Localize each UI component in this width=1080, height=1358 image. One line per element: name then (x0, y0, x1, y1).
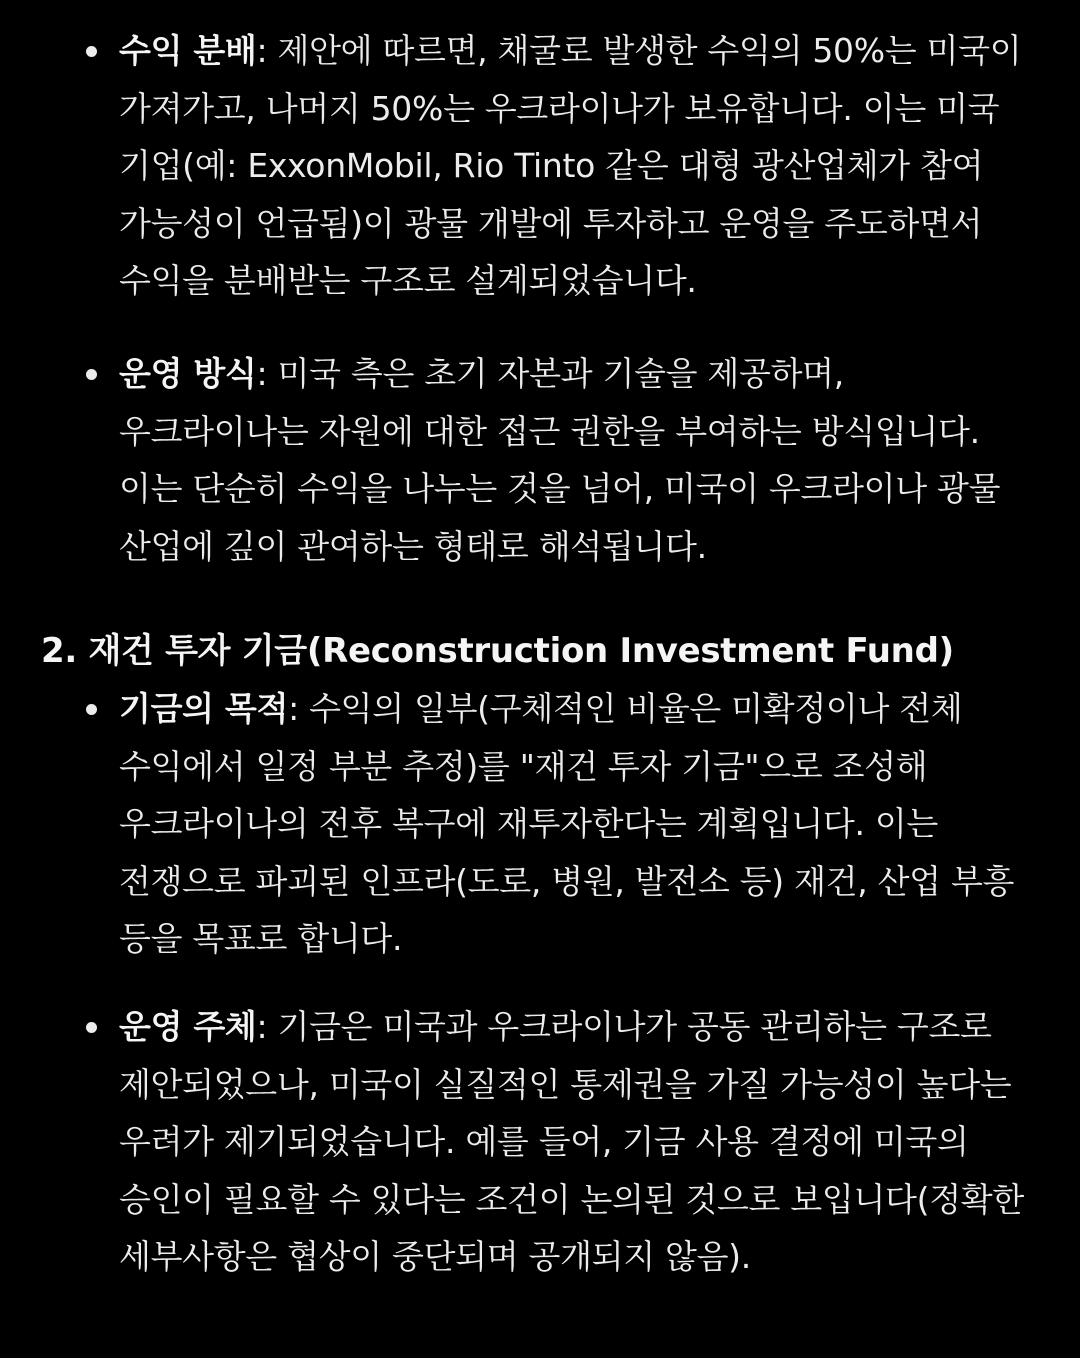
list-item-label: 운영 방식 (119, 354, 257, 393)
list-item-text (119, 345, 1039, 575)
list-item-label: 수익 분배 (119, 31, 257, 70)
list-item-body: : 기금은 미국과 우크라이나가 공동 관리하는 구조로 제안되었으나, 미국이 실질적인 통제권을 가질 가능성이 높다는 우려가 제기되었습니다. 예를 들어, 기금 사용 결정에 미국의 승인이 필요할 수 있다는 조건이 논의된 것으로 보입니다(정확한 세부사항은 협상이 중단되며 공개되지 않음). (119, 1007, 1024, 1276)
list-item-text (119, 998, 1039, 1286)
list-item-body: : 수익의 일부(구체적인 비율은 미확정이나 전체 수익에서 일정 부분 추정)를 "재건 투자 기금"으로 조성해 우크라이나의 전후 복구에 재투자한다는 계획입니다. 이는 전쟁으로 파괴된 인프라(도로, 병원, 발전소 등) 재건, 산업 부흥 등을 목표로 합니다. (119, 689, 1015, 958)
bullet-dot (86, 46, 97, 57)
list-item-body: : 미국 측은 초기 자본과 기술을 제공하며, 우크라이나는 자원에 대한 접근 권한을 부여하는 방식입니다. 이는 단순히 수익을 나누는 것을 넘어, 미국이 우크라이나 광물 산업에 깊이 관여하는 형태로 해석됩니다. (119, 354, 1001, 566)
bullet-dot (86, 704, 97, 715)
list-item-text (119, 680, 1039, 968)
list-item-label: 기금의 목적 (119, 689, 289, 728)
bullet-dot (86, 369, 97, 380)
list-item-text (119, 22, 1039, 310)
list-item-label: 운영 주체 (119, 1007, 257, 1046)
section-heading: 2. 재건 투자 기금(Reconstruction Investment Fund) (41, 631, 954, 671)
bullet-dot (86, 1022, 97, 1033)
list-item-body: : 제안에 따르면, 채굴로 발생한 수익의 50%는 미국이 가져가고, 나머지 50%는 우크라이나가 보유합니다. 이는 미국 기업(예: ExxonMobil, Rio Tinto 같은 대형 광산업체가 참여 가능성이 언급됨)이 광물 개발에 투자하고 운영을 주도하면서 수익을 분배받는 구조로 설계되었습니다. (119, 31, 1022, 300)
